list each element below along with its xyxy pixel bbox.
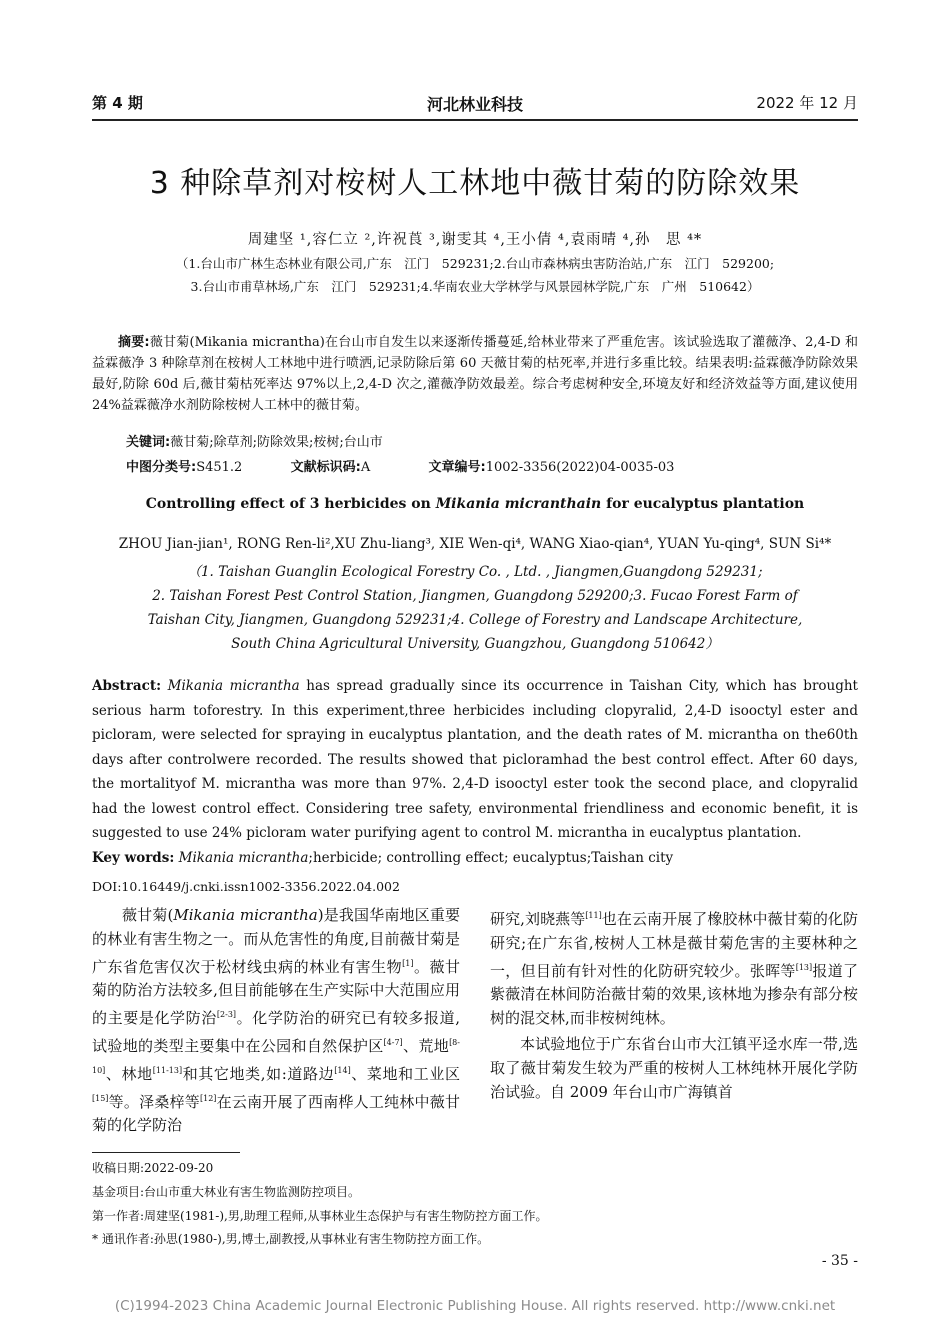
body-text: 、菜地和工业区 xyxy=(350,1064,460,1083)
clc-value: S451.2 xyxy=(196,460,243,475)
body-text: 在云南开展了西南桦人工纯林中薇甘菊的化学防治 xyxy=(92,1092,460,1135)
citation: [1] xyxy=(402,958,414,968)
keywords-cn xyxy=(126,431,383,450)
affiliation-cn-line-2: 3.台山市甫草林场,广东 江门 529231;4.华南农业大学林学与风景园林学院,广东 广州 510642） xyxy=(190,279,760,294)
english-title-pre: Controlling effect of 3 herbicides on xyxy=(145,496,436,512)
body-text: 研究,刘晓燕等 xyxy=(490,910,586,928)
body-text: 报道了紫薇清在林间防治薇甘菊的效果,该林地为掺杂有部分桉树的混交林,而非桉树纯林。 xyxy=(490,961,858,1028)
page-number: - 35 - xyxy=(821,1253,858,1269)
doi: DOI:10.16449/j.cnki.issn1002-3356.2022.04.002 xyxy=(92,879,400,894)
affiliation-en-line-3: Taishan City, Jiangmen, Guangdong 529231;4. College of Forestry and Landscape Architecture, xyxy=(147,612,803,628)
abstract-cn xyxy=(92,332,858,416)
body-text: 。化学防治的研究已有较多报道,试验地的类型主要集中在公园和自然保护区 xyxy=(92,1009,460,1055)
abstract-en-text: has spread gradually since its occurrence in Taishan City, which has brought serious harm toforestry. In this experiment,three herbicides including clopyralid, 2,4-D isooctyl ester and picloram, were selected for spraying in eucalyptus plantation, and the death rates of M. micrantha on the60th days after controlwere recorded. The results showed that picloramhad the best control effect. After 60 days, the mortalityof M. micrantha was more than 97%. 2,4-D isooctyl ester took the second place, and clopyralid had the lowest control effect. Considering tree safety, environmental friendliness and economic benefit, it is suggested to use 24% picloram water purifying agent to control M. micrantha in eucalyptus plantation. xyxy=(92,678,858,841)
issue-date: 2022 年 12 月 xyxy=(756,94,858,112)
citation: [14] xyxy=(334,1065,351,1075)
classification-line xyxy=(126,456,674,475)
body-text: 、林地 xyxy=(105,1064,153,1083)
paper-title: 3 种除草剂对桉树人工林地中薇甘菊的防除效果 xyxy=(149,166,801,201)
citation: [15] xyxy=(92,1093,109,1103)
affiliation-en-line-2: 2. Taishan Forest Pest Control Station, Jiangmen, Guangdong 529200;3. Fucao Forest Farm of xyxy=(152,588,798,604)
body-species-name: Mikania micrantha xyxy=(173,906,318,924)
affiliation-cn-line-1: （1.台山市广林生态林业有限公司,广东 江门 529231;2.台山市森林病虫害防治站,广东 江门 529200; xyxy=(175,256,775,271)
citation: [2-3] xyxy=(216,1010,237,1020)
body-text: 等。泽桑梓等 xyxy=(108,1092,200,1111)
citation: [11-13] xyxy=(152,1065,183,1075)
keywords-en-label: Key words: xyxy=(92,850,175,866)
journal-name: 河北林业科技 xyxy=(426,95,523,114)
affiliation-en-line-1: （1. Taishan Guanglin Ecological Forestry Co. , Ltd. , Jiangmen,Guangdong 529231; xyxy=(187,564,763,580)
citation: [8-10] xyxy=(92,1037,460,1075)
abstract-cn-text: 薇甘菊(Mikania micrantha)在台山市自发生以来逐渐传播蔓延,给林业带来了严重危害。该试验选取了灌薇净、2,4-D 和益霖薇净 3 种除草剂在桉树人工林地中进行喷洒,记录防除后第 60 天薇甘菊的枯死率,并进行多重比较。结果表明:益霖薇净防除效果最好,防除 60d 后,薇甘菊枯死率达 97%以上,2,4-D 次之,灌薇净防效最差。综合考虑树种安全,环境友好和经济效益等方面,建议使用 24%益霖薇净水剂防除桉树人工林中的薇甘菊。 xyxy=(92,335,859,413)
clc-label: 中图分类号: xyxy=(126,460,197,475)
authors-cn: 周建坚 ¹,容仁立 ²,许祝莨 ³,谢雯其 ⁴,王小倩 ⁴,袁雨晴 ⁴,孙 思 ⁴* xyxy=(247,232,703,248)
body-text: )是我国华南地区重要的林业有害生物之一。而从危害性的角度,目前薇甘菊是广东省危害仅次于松材线虫病的林业有害生物 xyxy=(92,906,461,976)
abstract-cn-label: 摘要: xyxy=(118,335,150,350)
copyright-watermark: (C)1994-2023 China Academic Journal Electronic Publishing House. All rights reserved. http://www.cnki.net xyxy=(114,1298,836,1314)
citation: [4-7] xyxy=(383,1037,403,1047)
header-rule xyxy=(92,119,858,121)
citation: [11] xyxy=(585,911,602,920)
keywords-en-text: ;herbicide; controlling effect; eucalyptus;Taishan city xyxy=(308,850,674,866)
abstract-en xyxy=(92,674,858,846)
body-text: 。薇甘菊的防治方法较多,但目前能够在生产实际中大范围应用的主要是化学防治 xyxy=(92,957,460,1028)
affiliation-en-line-4: South China Agricultural University, Guangzhou, Guangdong 510642） xyxy=(231,636,719,652)
footnote-rule xyxy=(92,1152,240,1153)
body-text: 也在云南开展了橡胶林中薇甘菊的化防研究;在广东省,桉树人工林是薇甘菊危害的主要林种之一，但目前有针对性的化防研究较少。张晖等 xyxy=(490,910,858,980)
footnote-first-author: 第一作者:周建坚(1981-),男,助理工程师,从事林业生态保护与有害生物防控方面工作。 xyxy=(92,1209,548,1223)
authors-en: ZHOU Jian-jian¹, RONG Ren-li²,XU Zhu-liang³, XIE Wen-qi⁴, WANG Xiao-qian⁴, YUAN Yu-qing⁴, SUN Si⁴* xyxy=(118,536,832,552)
abstract-en-species: Mikania micrantha xyxy=(167,678,300,694)
doc-code-value: A xyxy=(360,460,371,475)
body-text: 和其它地类,如:道路边 xyxy=(182,1064,335,1083)
citation: [12] xyxy=(199,1093,217,1103)
keywords-en xyxy=(92,850,673,866)
body-right-paragraph-1 xyxy=(490,904,858,1031)
footnote-corresponding-author: * 通讯作者:孙思(1980-),男,博士,副教授,从事林业有害生物防控方面工作。 xyxy=(92,1232,490,1246)
article-number-value: 1002-3356(2022)04-0035-03 xyxy=(485,460,675,475)
body-right-paragraph-2: 本试验地位于广东省台山市大江镇平迳水库一带,选取了薇甘菊发生较为严重的桉树人工林纯林开展化学防治试验。自 2009 年台山市广海镇首 xyxy=(490,1034,858,1101)
issue-number: 第 4 期 xyxy=(92,94,143,112)
english-title xyxy=(0,496,950,512)
citation: [13] xyxy=(795,962,813,972)
english-title-species: Mikania micranthain xyxy=(435,496,602,512)
english-title-post: for eucalyptus plantation xyxy=(601,496,805,512)
body-text: 薇甘菊( xyxy=(122,906,174,924)
doc-code-label: 文献标识码: xyxy=(290,460,361,475)
body-text: 、荒地 xyxy=(402,1036,450,1055)
footnote-funding: 基金项目:台山市重大林业有害生物监测防控项目。 xyxy=(92,1185,361,1199)
body-right-column xyxy=(490,904,858,1104)
keywords-en-species: Mikania micrantha xyxy=(178,850,309,866)
body-left-column xyxy=(92,904,460,1138)
abstract-en-label: Abstract: xyxy=(92,678,162,694)
footnote-received: 收稿日期:2022-09-20 xyxy=(92,1161,214,1175)
article-number-label: 文章编号: xyxy=(428,460,486,475)
keywords-cn-label: 关键词: xyxy=(126,435,171,450)
keywords-cn-text: 薇甘菊;除草剂;防除效果;桉树;台山市 xyxy=(170,435,383,450)
